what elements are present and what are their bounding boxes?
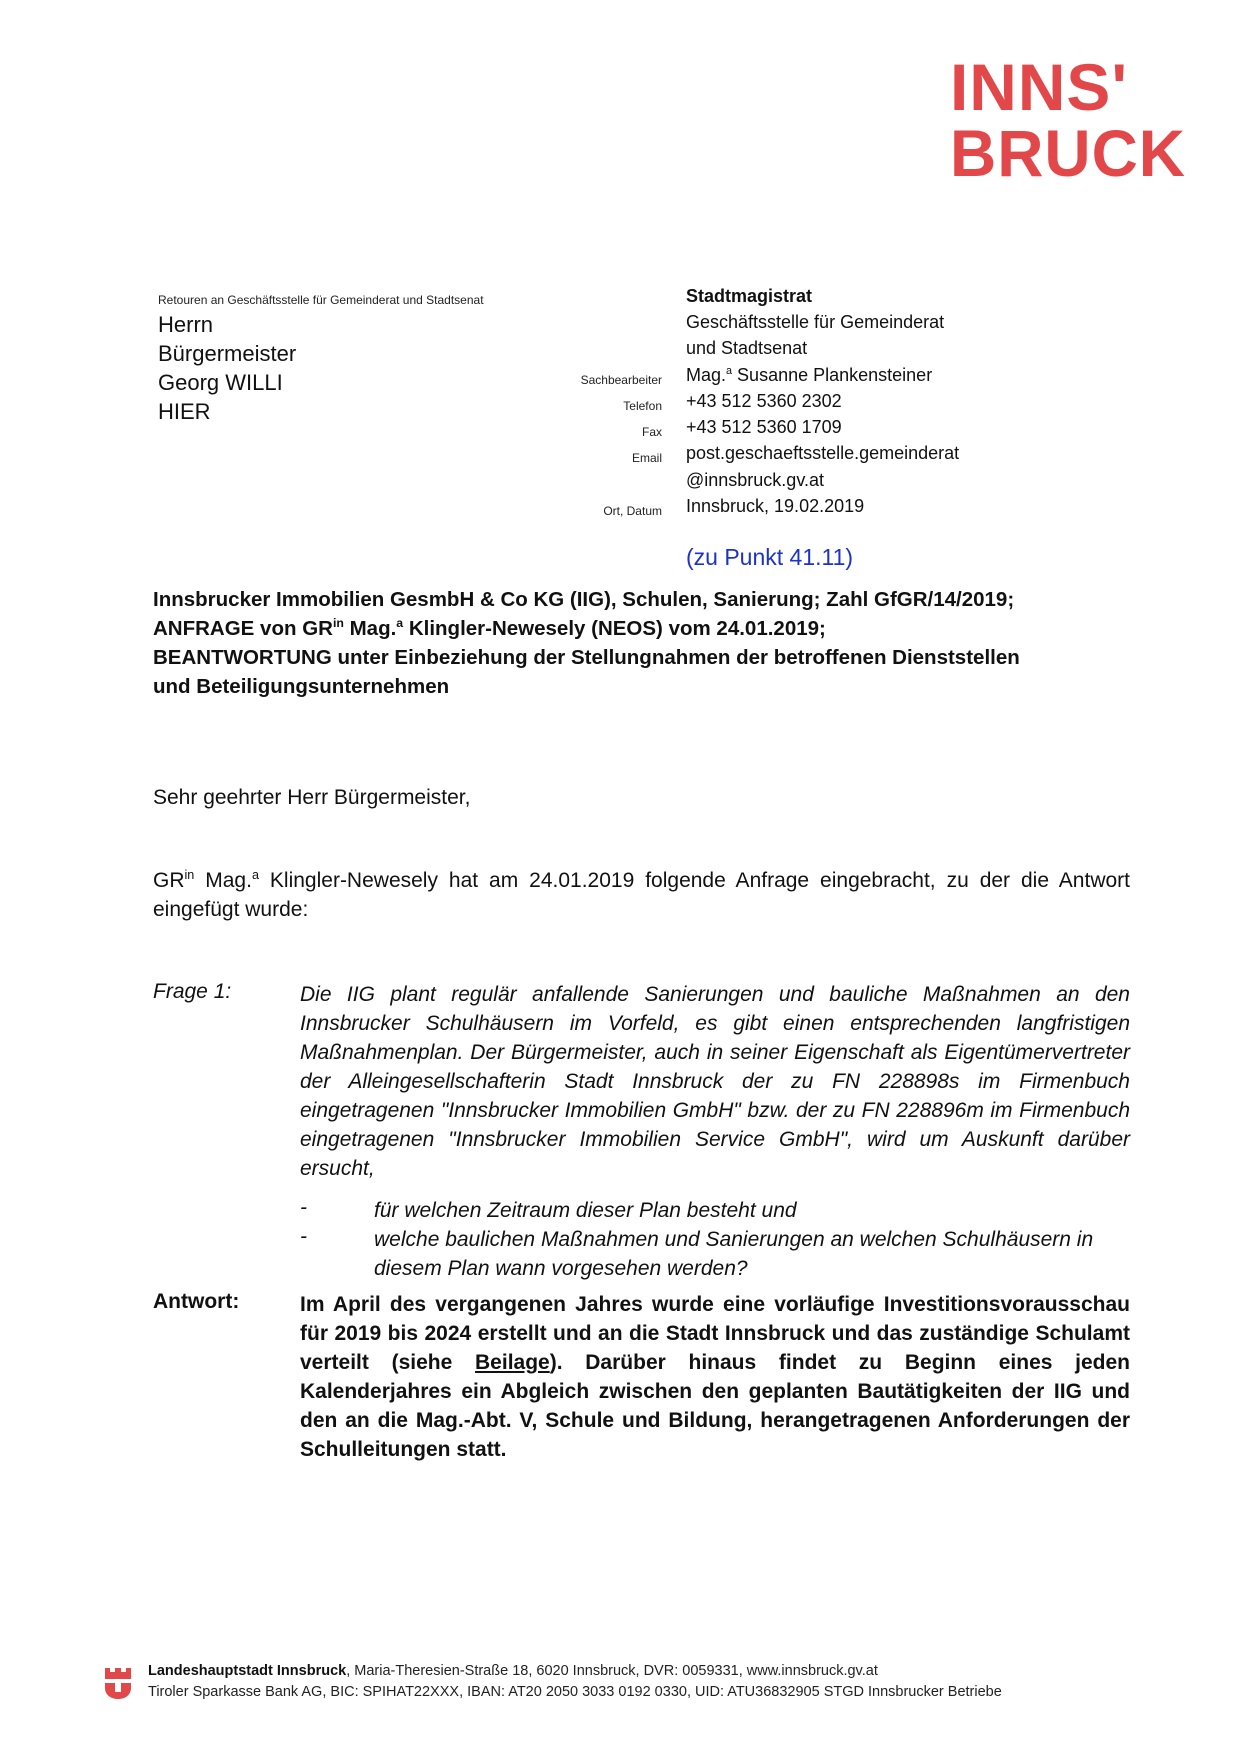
bullet-dash: - [300, 1196, 307, 1219]
bullet-dash: - [300, 1225, 307, 1248]
answer-text-part: Im April des vergangenen Jahres wurde eine vorläufige Investitionsvorausschau für 2019 bis 2024 erstellt und an die Stadt Innsbruck und das zuständige Schulamt verteilt (siehe [300, 1293, 1130, 1374]
answer-label: Antwort: [153, 1290, 240, 1313]
subject-sup: a [396, 616, 404, 631]
attachment-link[interactable]: Beilage [475, 1351, 550, 1374]
subject-block [153, 585, 1153, 701]
recipient-address [158, 310, 296, 426]
subject-line: und Beteiligungsunternehmen [153, 675, 450, 698]
clerk-title-sup: a [726, 365, 733, 377]
question-bullet: welche baulichen Maßnahmen und Sanierungen an welchen Schulhäusern in diesem Plan wann vorgesehen werden? [374, 1228, 1094, 1280]
recipient-line: Georg WILLI [158, 370, 283, 395]
agenda-reference: (zu Punkt 41.11) [686, 544, 854, 570]
fax-value: +43 512 5360 1709 [686, 417, 842, 437]
question-bullet: für welchen Zeitraum dieser Plan besteht und [374, 1199, 797, 1222]
question-label: Frage 1: [153, 980, 232, 1003]
footer-line-2: Tiroler Sparkasse Bank AG, BIC: SPIHAT22XXX, IBAN: AT20 2050 3033 0192 0330, UID: ATU36832905 STGD Innsbrucker Betriebe [148, 1684, 1002, 1700]
intro-sup: a [251, 868, 259, 882]
innsbruck-logo [950, 54, 1200, 184]
intro-text: Klingler-Newesely hat am 24.01.2019 folgende Anfrage eingebracht, zu der die Antwort eingefügt wurde: [153, 869, 1130, 921]
subject-sup: in [332, 616, 344, 631]
intro-text: GR [153, 869, 185, 892]
intro-sup: in [184, 868, 195, 882]
recipient-line: Herrn [158, 312, 214, 337]
sender-department-cont: und Stadtsenat [686, 338, 808, 358]
clerk-name [686, 365, 932, 386]
date-value: Innsbruck, 19.02.2019 [686, 496, 865, 516]
sender-office: Stadtmagistrat [686, 286, 813, 306]
subject-line [153, 614, 1153, 643]
subject-line: Innsbrucker Immobilien GesmbH & Co KG (IIG), Schulen, Sanierung; Zahl GfGR/14/2019; [153, 588, 1015, 611]
salutation: Sehr geehrter Herr Bürgermeister, [153, 786, 471, 809]
fax-label: Fax [641, 425, 662, 439]
phone-value[interactable]: +43 512 5360 2302 [686, 391, 842, 411]
email-value[interactable]: post.geschaeftsstelle.gemeinderat [686, 443, 960, 463]
clerk-label: Sachbearbeiter [580, 373, 662, 387]
footer-line-1 [148, 1661, 1002, 1682]
question-text: Die IIG plant regulär anfallende Sanierungen und bauliche Maßnahmen an den Innsbrucker Schulhäusern im Vorfeld, es gibt einen entsprechenden langfristigen Maßnahmenplan. Der Bürgermeister, auch in seiner Eigenschaft als Eigentümervertreter der Alleingesellschafterin Stadt Innsbruck der zu FN 228898s im Firmenbuch eingetragenen "Innsbrucker Immobilien GmbH" bzw. der zu FN 228896m im Firmenbuch eingetragenen "Innsbrucker Immobilien Service GmbH", wird um Auskunft darüber ersucht, [300, 983, 1130, 1180]
clerk-name-text: Susanne Plankensteiner [732, 365, 933, 385]
subject-text: ANFRAGE von GR [153, 617, 333, 640]
logo-line-1: INNS' [950, 54, 1128, 124]
email-value-cont[interactable]: @innsbruck.gv.at [686, 470, 824, 490]
footer-address: , Maria-Theresien-Straße 18, 6020 Innsbruck, DVR: 0059331, www.innsbruck.gv.at [346, 1663, 878, 1679]
date-label: Ort, Datum [603, 504, 662, 518]
city-crest-icon [104, 1666, 132, 1700]
phone-label: Telefon [623, 399, 662, 413]
email-label: Email [631, 451, 662, 465]
footer [148, 1661, 1002, 1703]
subject-text: Mag. [343, 617, 397, 640]
subject-text: Klingler-Newesely (NEOS) vom 24.01.2019; [403, 617, 826, 640]
subject-line: BEANTWORTUNG unter Einbeziehung der Stellungnahmen der betroffenen Dienststellen [153, 646, 1020, 669]
return-address-line: Retouren an Geschäftsstelle für Gemeinderat und Stadtsenat [158, 293, 484, 307]
recipient-line: HIER [158, 399, 211, 424]
answer-text [300, 1290, 1130, 1464]
logo-line-2: BRUCK [950, 116, 1186, 184]
intro-text: Mag. [194, 869, 252, 892]
sender-department: Geschäftsstelle für Gemeinderat [686, 312, 945, 332]
clerk-title: Mag. [686, 365, 727, 385]
footer-org: Landeshauptstadt Innsbruck [148, 1663, 347, 1679]
recipient-line: Bürgermeister [158, 341, 297, 366]
answer-text-part: ). Darüber hinaus findet zu Beginn eines jeden Kalenderjahres ein Abgleich zwischen den geplanten Bautätigkeiten der IIG und den an die Mag.-Abt. V, Schule und Bildung, herangetragenen Anforderungen der Schulleitungen statt. [300, 1351, 1131, 1461]
intro-paragraph [153, 866, 1130, 924]
